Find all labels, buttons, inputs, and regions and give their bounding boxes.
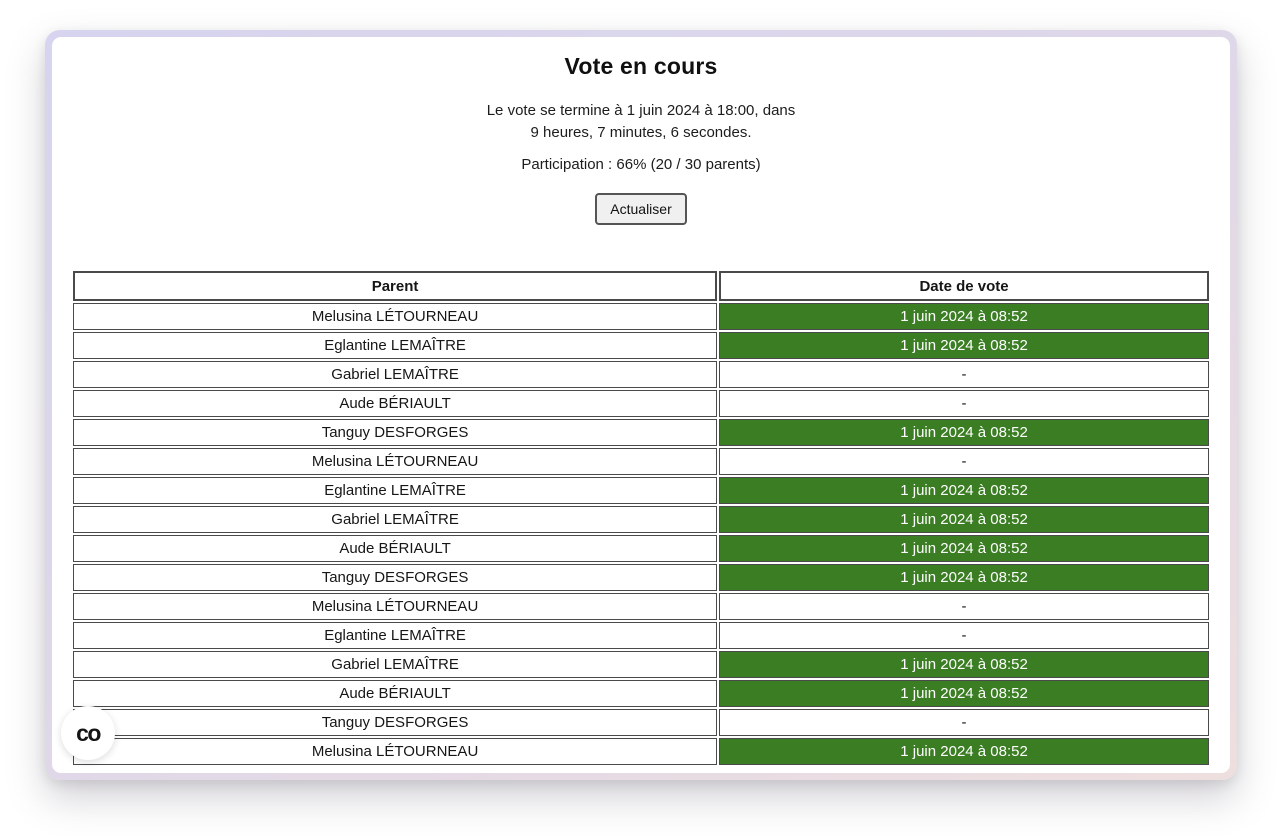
parent-name-cell: Melusina LÉTOURNEAU <box>73 593 717 620</box>
column-header-parent: Parent <box>73 271 717 301</box>
table-row <box>73 651 1209 678</box>
parent-name-cell: Melusina LÉTOURNEAU <box>73 303 717 330</box>
parent-name-cell: Eglantine LEMAÎTRE <box>73 332 717 359</box>
vote-date-cell-empty: - <box>719 448 1209 475</box>
vote-date-cell-empty: - <box>719 709 1209 736</box>
table-row <box>73 738 1209 765</box>
table-row <box>73 419 1209 446</box>
vote-date-cell-empty: - <box>719 622 1209 649</box>
vote-date-cell-voted: 1 juin 2024 à 08:52 <box>719 477 1209 504</box>
vote-date-cell-empty: - <box>719 390 1209 417</box>
table-row <box>73 680 1209 707</box>
table-row <box>73 303 1209 330</box>
table-row <box>73 564 1209 591</box>
vote-table-body <box>73 303 1209 765</box>
vote-date-cell-voted: 1 juin 2024 à 08:52 <box>719 738 1209 765</box>
parent-name-cell: Aude BÉRIAULT <box>73 390 717 417</box>
vote-date-cell-voted: 1 juin 2024 à 08:52 <box>719 419 1209 446</box>
table-row <box>73 593 1209 620</box>
countdown-text <box>52 100 1230 144</box>
parent-name-cell: Gabriel LEMAÎTRE <box>73 361 717 388</box>
refresh-button[interactable]: Actualiser <box>595 193 686 225</box>
vote-date-cell-voted: 1 juin 2024 à 08:52 <box>719 651 1209 678</box>
parent-name-cell: Aude BÉRIAULT <box>73 680 717 707</box>
parent-name-cell: Melusina LÉTOURNEAU <box>73 738 717 765</box>
countdown-line2: 9 heures, 7 minutes, 6 secondes. <box>530 124 752 141</box>
parent-name-cell: Melusina LÉTOURNEAU <box>73 448 717 475</box>
table-row <box>73 390 1209 417</box>
vote-date-cell-voted: 1 juin 2024 à 08:52 <box>719 506 1209 533</box>
vote-date-cell-voted: 1 juin 2024 à 08:52 <box>719 535 1209 562</box>
parent-name-cell: Tanguy DESFORGES <box>73 419 717 446</box>
vote-date-cell-voted: 1 juin 2024 à 08:52 <box>719 564 1209 591</box>
parent-name-cell: Tanguy DESFORGES <box>73 709 717 736</box>
vote-page-card <box>52 37 1230 773</box>
parent-name-cell: Gabriel LEMAÎTRE <box>73 506 717 533</box>
table-row <box>73 535 1209 562</box>
parent-name-cell: Eglantine LEMAÎTRE <box>73 477 717 504</box>
parent-name-cell: Eglantine LEMAÎTRE <box>73 622 717 649</box>
parent-name-cell: Gabriel LEMAÎTRE <box>73 651 717 678</box>
co-logo-icon: co <box>76 719 100 746</box>
refresh-button-row <box>52 193 1230 227</box>
vote-date-cell-voted: 1 juin 2024 à 08:52 <box>719 332 1209 359</box>
vote-date-cell-empty: - <box>719 361 1209 388</box>
table-row <box>73 361 1209 388</box>
page-title: Vote en cours <box>564 53 718 79</box>
table-row <box>73 506 1209 533</box>
table-row <box>73 622 1209 649</box>
table-header-row <box>73 271 1209 301</box>
table-row <box>73 477 1209 504</box>
parent-name-cell: Aude BÉRIAULT <box>73 535 717 562</box>
app-window <box>45 30 1237 780</box>
table-row <box>73 448 1209 475</box>
vote-date-cell-voted: 1 juin 2024 à 08:52 <box>719 303 1209 330</box>
parent-name-cell: Tanguy DESFORGES <box>73 564 717 591</box>
vote-table <box>71 269 1211 767</box>
countdown-line1: Le vote se termine à 1 juin 2024 à 18:00, dans <box>486 102 796 119</box>
browser-extension-badge[interactable] <box>61 706 115 760</box>
table-row <box>73 332 1209 359</box>
table-row <box>73 709 1209 736</box>
vote-date-cell-empty: - <box>719 593 1209 620</box>
column-header-date: Date de vote <box>719 271 1209 301</box>
participation-text: Participation : 66% (20 / 30 parents) <box>521 156 761 173</box>
vote-date-cell-voted: 1 juin 2024 à 08:52 <box>719 680 1209 707</box>
